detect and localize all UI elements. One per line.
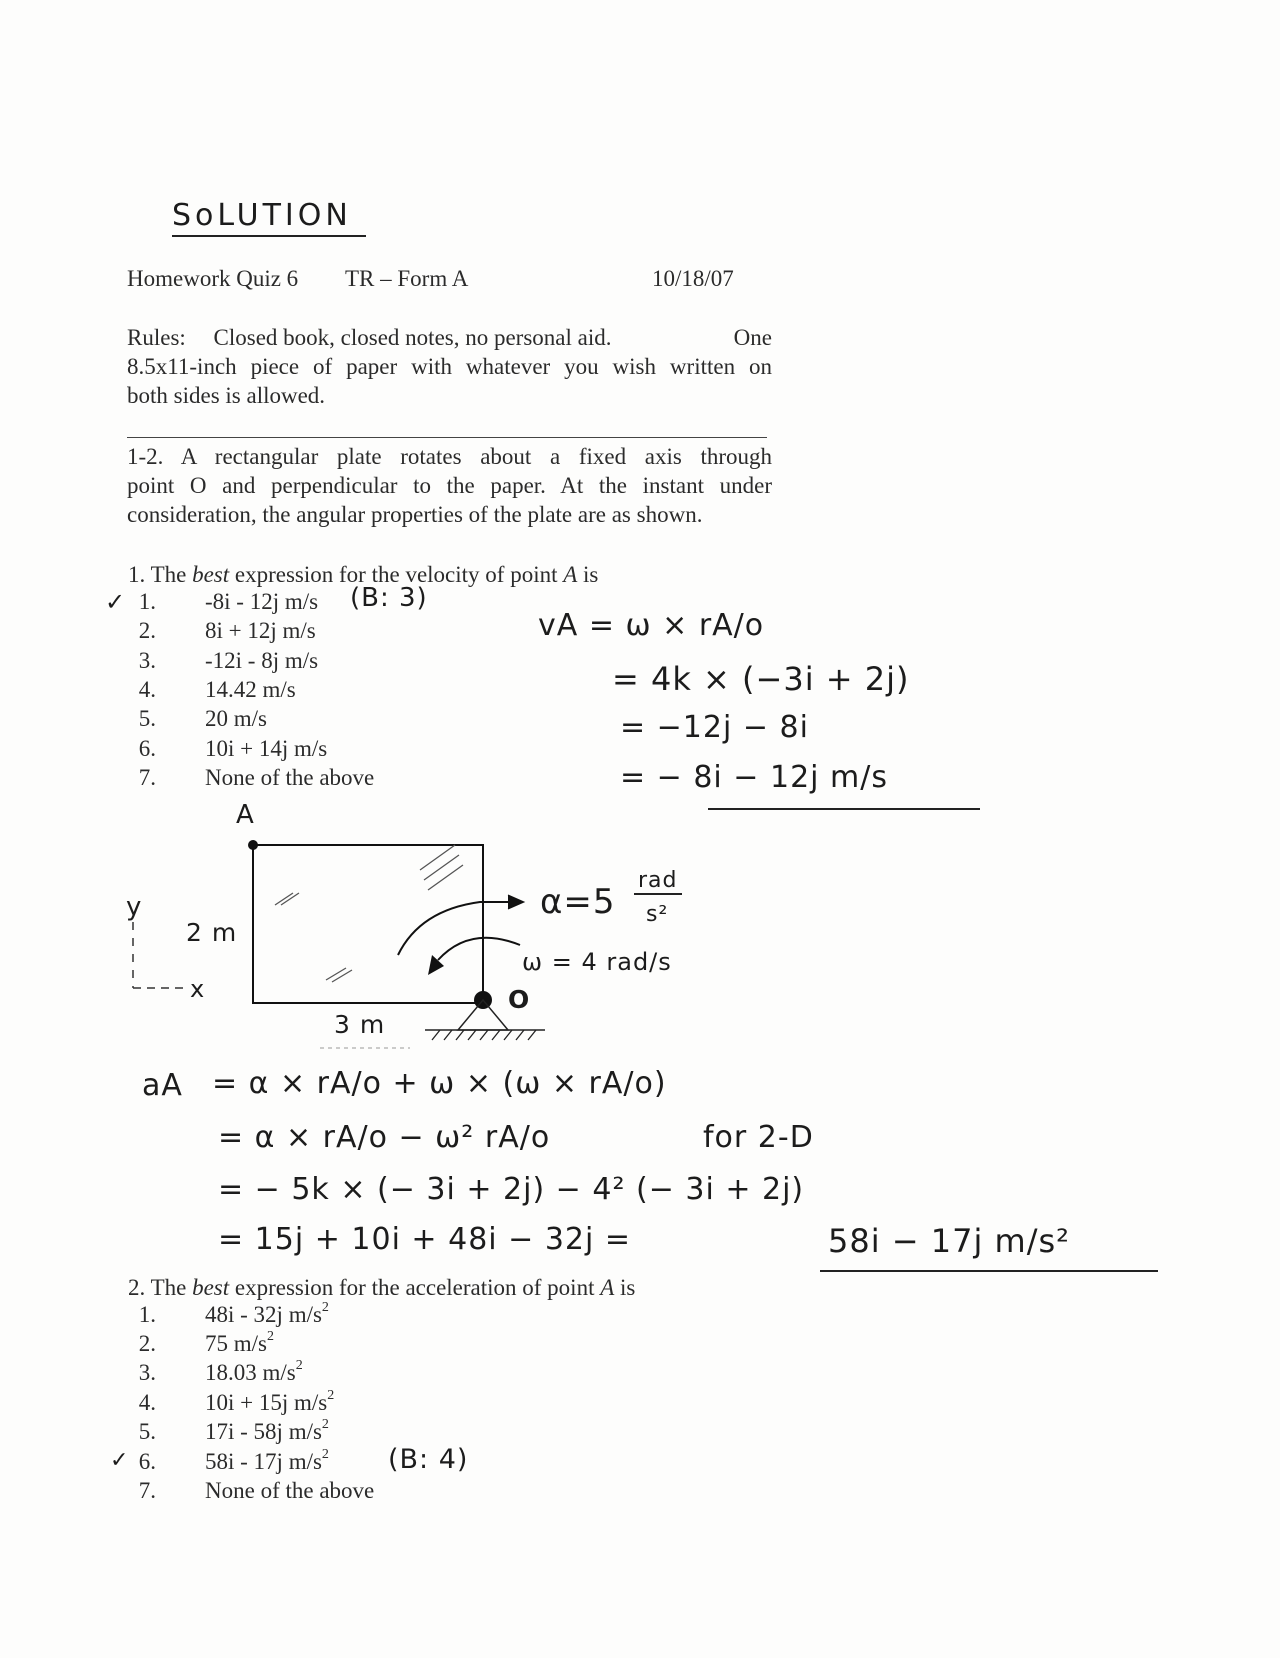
q1-check-mark: ✓ — [105, 588, 127, 616]
problem-line-2: point O and perpendicular to the paper. At the instant under — [127, 473, 772, 498]
problem-line-1: 1-2. A rectangular plate rotates about a fixed axis through — [127, 444, 772, 469]
width-label: 3 m — [334, 1010, 386, 1039]
q2-work-lhs: aA — [142, 1068, 183, 1103]
q2-result-underline — [820, 1270, 1158, 1272]
rules-line-3: both sides is allowed. — [127, 383, 326, 408]
q2-work-result: 58i − 17j m/s² — [828, 1222, 1070, 1260]
q2-answer-note: (B: 4) — [388, 1444, 469, 1475]
quiz-form: TR – Form A — [345, 266, 469, 291]
quiz-title: Homework Quiz 6 — [127, 266, 299, 291]
alpha-label: α=5 — [540, 882, 616, 922]
q1-work-line-1: vA = ω × rA/o — [538, 608, 765, 643]
rules-text-end: One — [733, 325, 772, 350]
height-label: 2 m — [186, 918, 238, 947]
alpha-unit-num: rad — [634, 868, 682, 895]
q2-work-line-3: = − 5k × (− 3i + 2j) − 4² (− 3i + 2j) — [218, 1172, 805, 1207]
q1-work-line-2: = 4k × (−3i + 2j) — [612, 660, 910, 698]
q1-work-line-4: = − 8i − 12j m/s — [620, 760, 888, 795]
rules-text: Closed book, closed notes, no personal aid. — [213, 325, 612, 350]
rules-line-2: 8.5x11-inch piece of paper with whatever you wish written on — [127, 354, 772, 379]
solution-heading: SoLUTION — [172, 198, 366, 237]
q2-work-line-1: = α × rA/o + ω × (ω × rA/o) — [212, 1066, 667, 1101]
axis-x-label: x — [190, 975, 206, 1003]
problem-line-3: consideration, the angular properties of the plate are as shown. — [127, 502, 703, 527]
q1-work-line-3: = −12j − 8i — [620, 710, 809, 745]
axis-y-label: y — [126, 892, 143, 922]
alpha-unit-den: s² — [646, 902, 669, 927]
rules-label: Rules: — [127, 325, 186, 350]
q1-answer-note: (B: 3) — [350, 583, 428, 613]
q1-stem: 1. The best expression for the velocity of point A is — [128, 562, 599, 587]
quiz-date: 10/18/07 — [652, 266, 734, 291]
point-a-dot — [248, 840, 258, 850]
omega-label: ω = 4 rad/s — [522, 948, 672, 976]
alpha-arrow — [398, 902, 520, 955]
q2-stem: 2. The best expression for the acceleration of point A is — [128, 1275, 636, 1300]
q2-check-mark: ✓ — [110, 1448, 130, 1473]
q2-work-note: for 2-D — [703, 1120, 814, 1155]
q2-work-line-4: = 15j + 10i + 48i − 32j = — [218, 1222, 632, 1257]
omega-arrow — [438, 938, 520, 960]
point-a-label: A — [236, 800, 255, 830]
rectangular-plate — [253, 845, 483, 1003]
point-o-label: O — [508, 985, 531, 1014]
q2-work-line-2: = α × rA/o − ω² rA/o — [218, 1120, 551, 1155]
ground-hatch — [432, 1030, 536, 1040]
